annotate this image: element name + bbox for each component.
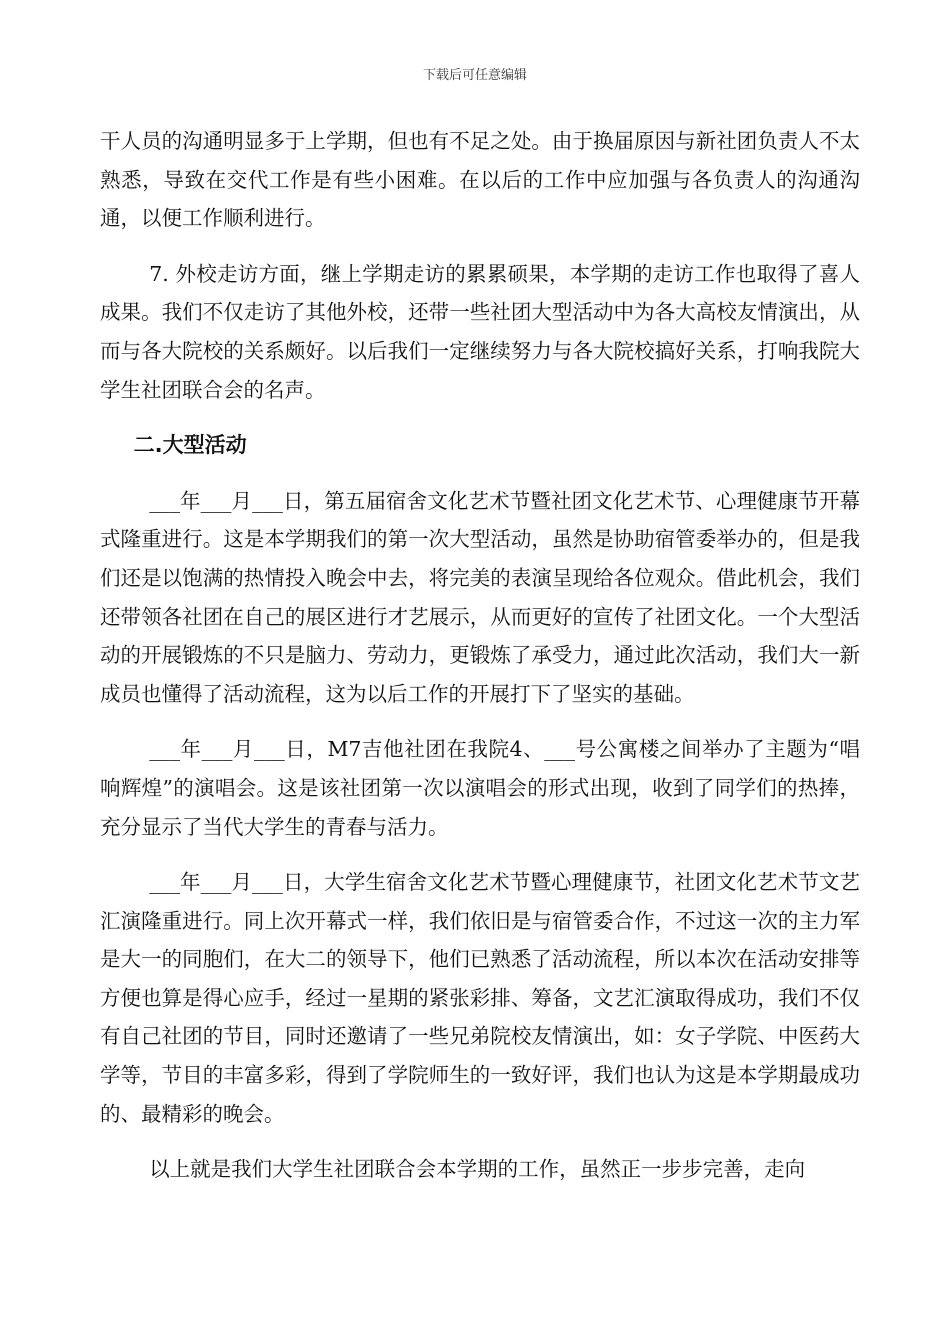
paragraph-art-performance: ___年___月___日，大学生宿舍文化艺术节暨心理健康节，社团文化艺术节文艺汇演隆重进行。同上次开幕式一样，我们依旧是与宿管委合作，不过这一次的主力军是大一的同胞们，在大二的领导下，他们已熟悉了活动流程，所以本次在活动安排等方便也算是得心应手，经过一星期的紧张彩排、筹备，文艺汇演取得成功，我们不仅有自己社团的节目，同时还邀请了一些兄弟院校友情演出，如：女子学院、中医药大学等，节目的丰富多彩，得到了学院师生的一致好评，我们也认为这是本学期最成功的、最精彩的晚会。	[100, 870, 860, 1126]
document-body	[100, 122, 860, 1206]
paragraph-continuation: 干人员的沟通明显多于上学期，但也有不足之处。由于换届原因与新社团负责人不太熟悉，导致在交代工作是有些小困难。在以后的工作中应加强与各负责人的沟通沟通，以便工作顺利进行。	[100, 129, 860, 231]
paragraph-summary: 以上就是我们大学生社团联合会本学期的工作，虽然正一步步完善，走向	[149, 1157, 806, 1182]
paragraph-guitar-concert: ___年___月___日，M7吉他社团在我院4、___号公寓楼之间举办了主题为“唱响辉煌”的演唱会。这是该社团第一次以演唱会的形式出现，收到了同学们的热捧，充分显示了当代大学生的青春与活力。	[100, 737, 860, 839]
page-header: 下载后可任意编辑	[422, 68, 527, 83]
paragraph-opening-ceremony: ___年___月___日，第五届宿舍文化艺术节暨社团文化艺术节、心理健康节开幕式隆重进行。这是本学期我们的第一次大型活动，虽然是协助宿管委举办的，但是我们还是以饱满的热情投入晚会中去，将完美的表演呈现给各位观众。借此机会，我们还带领各社团在自己的展区进行才艺展示，从而更好的宣传了社团文化。一个大型活动的开展锻炼的不只是脑力、劳动力，更锻炼了承受力，通过此次活动，我们大一新成员也懂得了活动流程，这为以后工作的开展打下了坚实的基础。	[100, 488, 860, 706]
paragraph-school-visits: 7. 外校走访方面，继上学期走访的累累硕果，本学期的走访工作也取得了喜人成果。我们不仅走访了其他外校，还带一些社团大型活动中为各大高校友情演出，从而与各大院校的关系颇好。以后我们一定继续努力与各大院校搞好关系，打响我院大学生社团联合会的名声。	[100, 261, 860, 402]
section-heading-major-events: 二.大型活动	[133, 433, 247, 458]
